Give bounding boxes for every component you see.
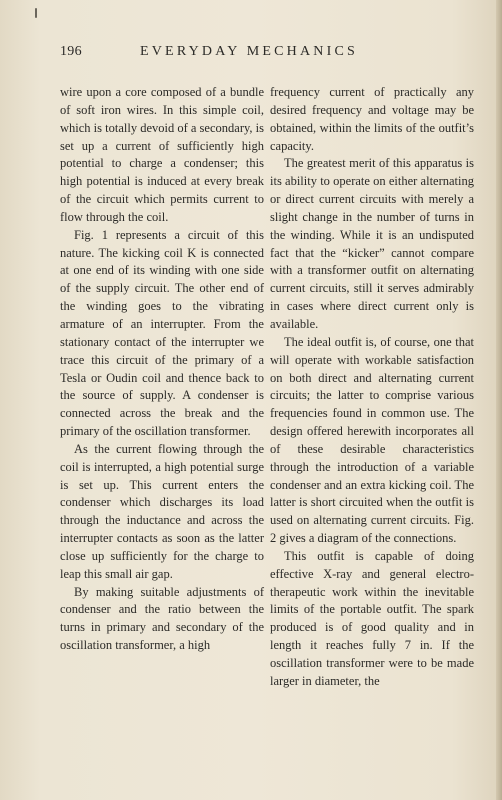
page-edge: [496, 0, 502, 800]
running-title: EVERYDAY MECHANICS: [140, 44, 358, 59]
paragraph: This outfit is capable of doing effective X-ray and general electro-therapeutic work within the inevitable limits of the portable outfit. The spark produced is of good quality and in length it reaches fully 7 in. If the oscillation transformer were to be made larger in diameter, the: [270, 548, 474, 688]
left-column: [60, 84, 264, 655]
paragraph: Fig. 1 represents a circuit of this nature. The kicking coil K is connected at one end of its winding with one side of the supply circuit. The other end of the winding goes to the vibrating armature of an interrupter. From the stationary contact of the interrupter we trace this circuit of the primary of a Tesla or Oudin coil and thence back to the source of supply. A condenser is connected across the break and the primary of the oscillation transformer.: [60, 227, 264, 439]
paragraph: wire upon a core composed of a bundle of soft iron wires. In this simple coil, which is totally devoid of a secondary, is set up a current of sufficiently high potential to charge a condenser; this high potential is induced at every break of the circuit which permits current to flow through the coil.: [60, 85, 265, 224]
paragraph: frequency current of practically any desired frequency and voltage may be obtained, within the limits of the outfit’s capacity.: [270, 85, 474, 153]
paragraph: The ideal outfit is, of course, one that will operate with workable satisfaction on both direct and alternating current circuits; the latter to comprise various frequencies found in common use. The design offered herewith incorporates all of these desirable characteristics through the introduction of a variable condenser and an extra kicking coil. The latter is short circuited when the outfit is used on alternating current circuits. Fig. 2 gives a diagram of the connections.: [270, 334, 474, 546]
ink-mark: [35, 8, 37, 18]
paragraph: By making suitable adjustments of condenser and the ratio between the turns in primary and secondary of the oscillation transformer, a high: [60, 584, 264, 653]
paragraph: The greatest merit of this apparatus is its ability to operate on either alternating or direct current circuits with merely a slight change in the number of turns in the winding. While it is an undisputed fact that the “kicker” cannot compare with a transformer outfit on alternating current circuits, still it serves admirably in cases where direct current only is available.: [270, 156, 474, 331]
right-column: [270, 84, 474, 691]
page-header: [60, 44, 470, 64]
paragraph: As the current flowing through the coil is interrupted, a high potential surge is set up. This current enters the condenser which discharges its load through the inductance and across the interrupter contacts as soon as the latter close up sufficiently for the charge to leap this small air gap.: [60, 441, 264, 581]
page-number: 196: [60, 44, 82, 59]
